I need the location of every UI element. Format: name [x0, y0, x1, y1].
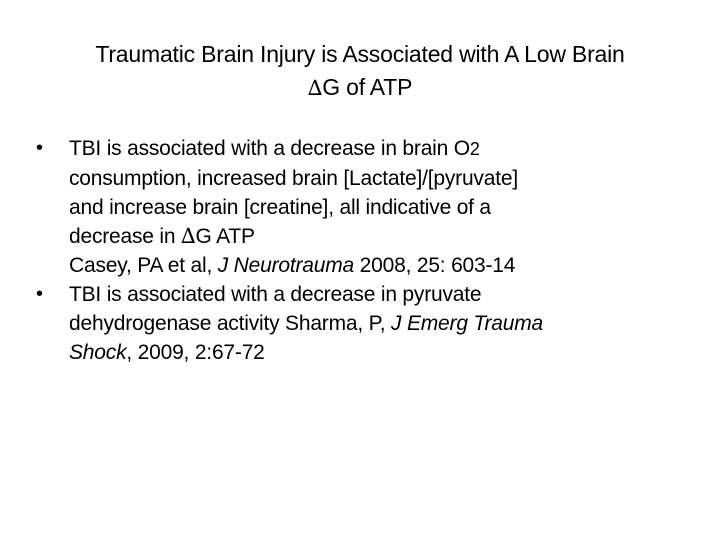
bullet-marker: •: [36, 283, 43, 305]
bullet-1-text: [69, 134, 686, 280]
slide-title: [30, 38, 690, 105]
citation-details: , 2009, 2:67-72: [126, 341, 265, 364]
title-line-2-text: G of ATP: [322, 74, 413, 100]
bullet-1-line-1-text: TBI is associated with a decrease in brain O: [69, 137, 470, 160]
bullet-2-line-2-text: dehydrogenase activity Sharma, P,: [69, 312, 392, 335]
bullet-1-line-1: [69, 134, 686, 164]
title-line-1: Traumatic Brain Injury is Associated with A Low Brain: [95, 41, 625, 67]
citation-journal: J Emerg Trauma: [391, 312, 544, 335]
bullet-item-2: [36, 280, 686, 367]
oxygen-subscript: 2: [469, 139, 480, 159]
delta-symbol: ∆: [307, 76, 323, 100]
citation-journal-cont: Shock: [69, 341, 127, 364]
bullet-1-line-4-text-2: G ATP: [195, 225, 255, 248]
bullet-1-line-4-text: decrease in: [69, 225, 182, 248]
citation-casey: [69, 251, 686, 280]
citation-details: 2008, 25: 603-14: [354, 254, 516, 277]
bullet-2-text: [69, 280, 686, 367]
bullet-2-line-3: [69, 338, 686, 367]
bullet-marker: •: [36, 137, 43, 159]
title-line-2: [30, 71, 690, 105]
bullet-1-line-3: and increase brain [creatine], all indicative of a: [69, 196, 491, 219]
bullet-list: [36, 134, 686, 367]
bullet-item-1: [36, 134, 686, 280]
bullet-1-line-4: [69, 222, 686, 251]
citation-author: Casey, PA et al,: [69, 254, 218, 277]
bullet-1-line-2: consumption, increased brain [Lactate]/[pyruvate]: [69, 167, 518, 190]
bullet-2-line-1: TBI is associated with a decrease in pyruvate: [69, 283, 482, 306]
citation-journal: J Neurotrauma: [217, 254, 355, 277]
bullet-2-line-2: [69, 309, 686, 338]
delta-symbol: ∆: [181, 224, 196, 248]
